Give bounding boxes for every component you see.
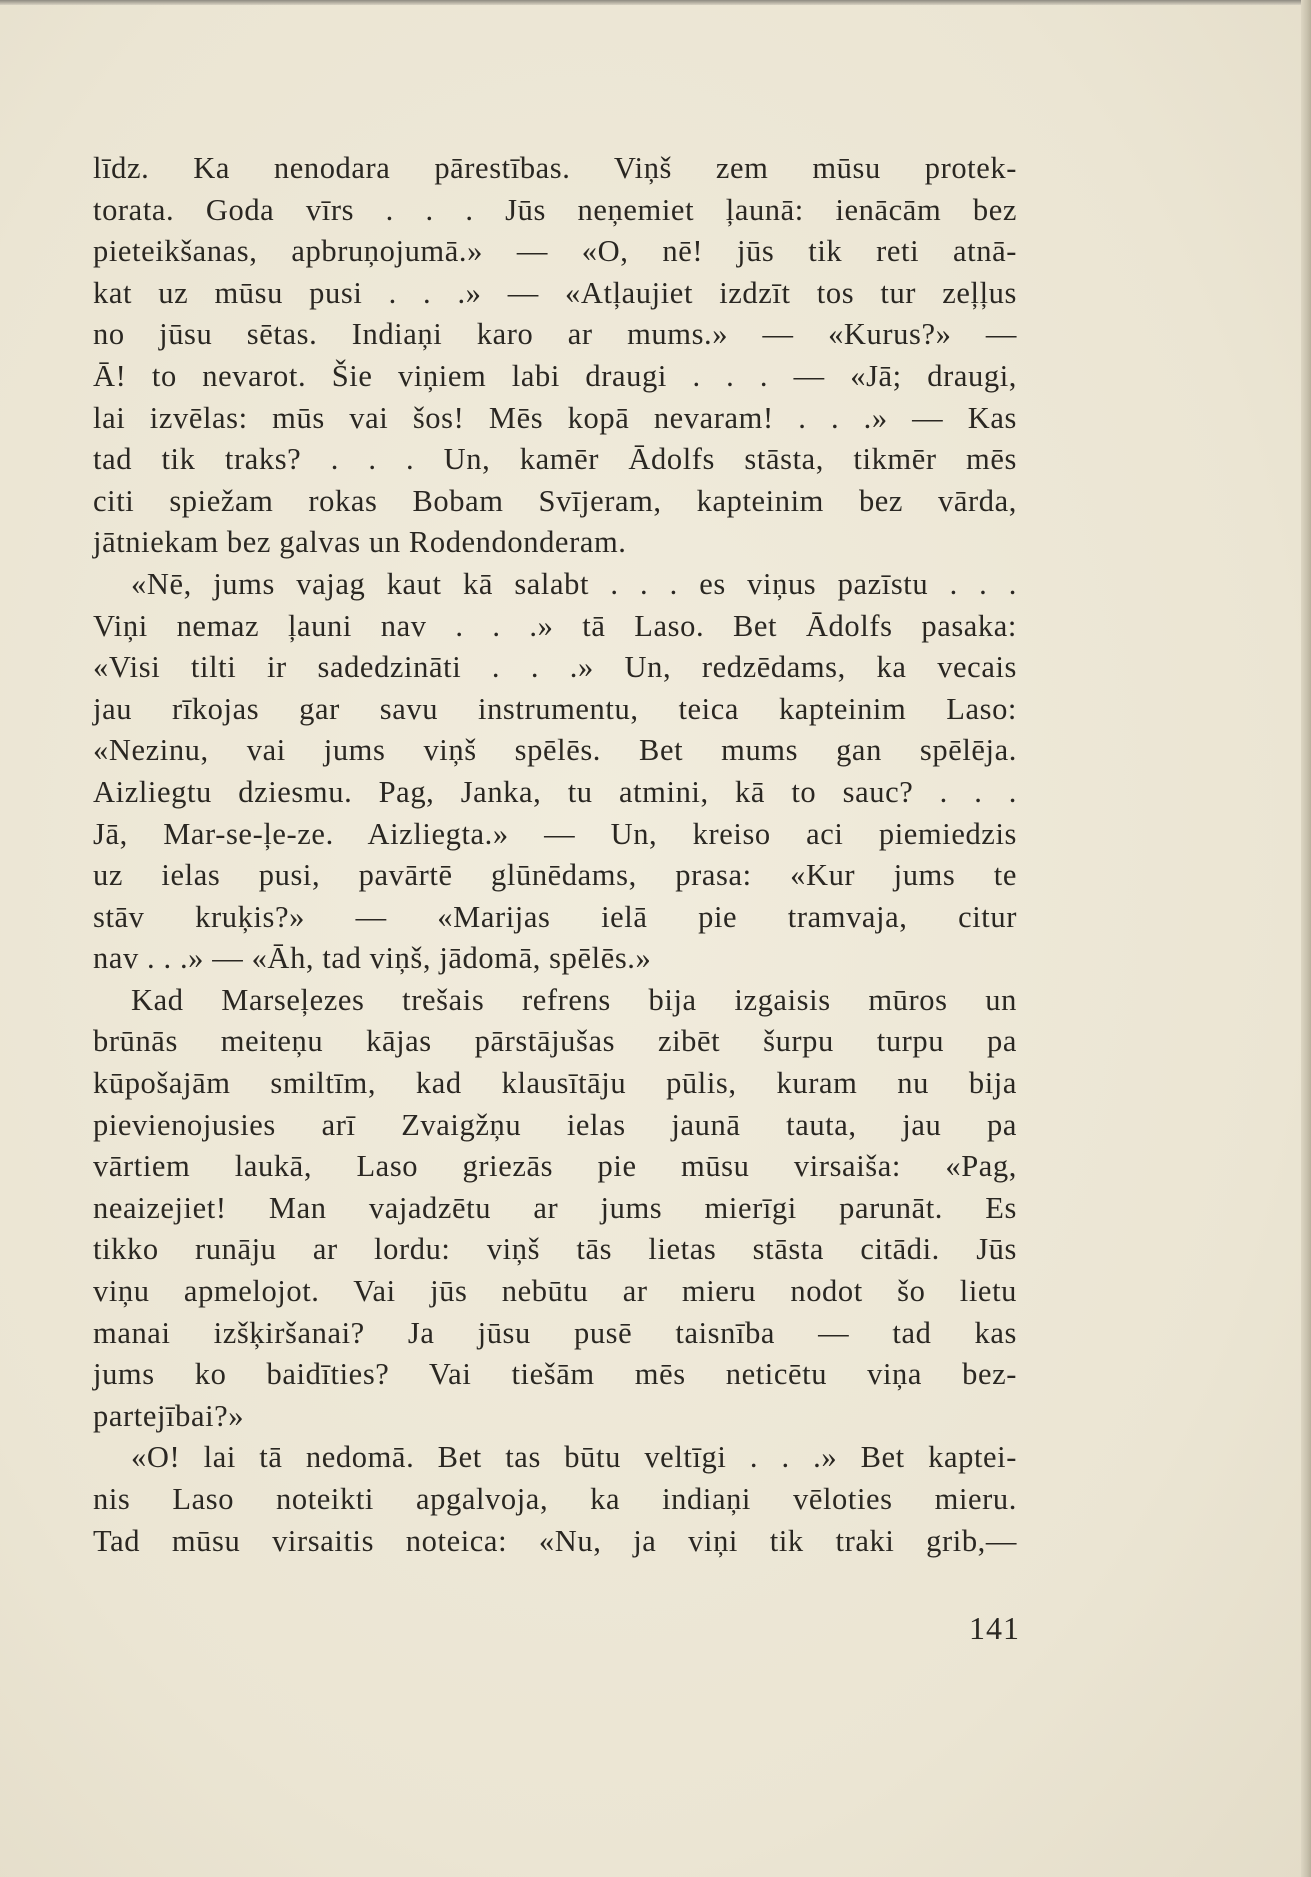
text-line: partejībai?» xyxy=(93,1398,245,1433)
text-line: neaizejiet! Man vajadzētu ar jums mierīgi parunāt. Es xyxy=(93,1190,1017,1225)
text-line: vārtiem laukā, Laso griezās pie mūsu virsaiša: «Pag, xyxy=(93,1149,1017,1184)
text-line: tad tik traks? . . . Un, kamēr Ādolfs stāsta, tikmēr mēs xyxy=(93,442,1017,477)
text-line: «Nē, jums vajag kaut kā salabt . . . es viņus pazīstu . . . xyxy=(131,566,1017,601)
text-line: pievienojusies arī Zvaigžņu ielas jaunā tauta, jau pa xyxy=(93,1107,1017,1142)
text-line: jums ko baidīties? Vai tiešām mēs neticētu viņa bez- xyxy=(93,1357,1017,1392)
text-line: nav . . .» — «Āh, tad viņš, jādomā, spēlēs.» xyxy=(93,941,652,976)
text-line: Kad Marseļezes trešais refrens bija izgaisis mūros un xyxy=(131,982,1017,1017)
page-top-edge xyxy=(0,0,1311,5)
text-line: citi spiežam rokas Bobam Svījeram, kapteinim bez vārda, xyxy=(93,483,1017,518)
body-text xyxy=(93,148,1017,1562)
text-line: jātniekam bez galvas un Rodendonderam. xyxy=(93,525,627,560)
text-line: kūpošajām smiltīm, kad klausītāju pūlis, kuram nu bija xyxy=(93,1066,1017,1101)
text-line: lai izvēlas: mūs vai šos! Mēs kopā nevaram! . . .» — Kas xyxy=(93,400,1017,435)
text-line: uz ielas pusi, pavārtē glūnēdams, prasa: «Kur jums te xyxy=(93,858,1017,893)
text-line: stāv kruķis?» — «Marijas ielā pie tramvaja, citur xyxy=(93,899,1017,934)
text-line: «Visi tilti ir sadedzināti . . .» Un, redzēdams, ka vecais xyxy=(93,650,1017,685)
text-line: Ā! to nevarot. Šie viņiem labi draugi . . . — «Jā; draugi, xyxy=(93,358,1017,393)
page-number: 141 xyxy=(969,1610,1020,1646)
text-line: torata. Goda vīrs . . . Jūs neņemiet ļaunā: ienācām bez xyxy=(93,192,1017,227)
text-line: jau rīkojas gar savu instrumentu, teica kapteinim Laso: xyxy=(93,691,1017,726)
text-line: līdz. Ka nenodara pārestības. Viņš zem mūsu protek- xyxy=(93,151,1017,185)
text-line: «Nezinu, vai jums viņš spēlēs. Bet mums gan spēlēja. xyxy=(93,733,1017,768)
text-line: kat uz mūsu pusi . . .» — «Atļaujiet izdzīt tos tur zeļļus xyxy=(93,275,1017,310)
text-line: Tad mūsu virsaitis noteica: «Nu, ja viņi tik traki grib,— xyxy=(93,1523,1017,1558)
text-line: Aizliegtu dziesmu. Pag, Janka, tu atmini, kā to sauc? . . . xyxy=(93,774,1017,809)
text-line: tikko runāju ar lordu: viņš tās lietas stāsta citādi. Jūs xyxy=(93,1232,1017,1267)
text-line: «O! lai tā nedomā. Bet tas būtu veltīgi . . .» Bet kaptei- xyxy=(131,1440,1017,1475)
page-right-edge xyxy=(1301,0,1311,1877)
text-line: no jūsu sētas. Indiaņi karo ar mums.» — «Kurus?» — xyxy=(93,317,1017,352)
text-line: pieteikšanas, apbruņojumā.» — «O, nē! jūs tik reti atnā- xyxy=(93,234,1017,269)
text-line: Viņi nemaz ļauni nav . . .» tā Laso. Bet Ādolfs pasaka: xyxy=(93,608,1017,643)
text-line: manai izšķiršanai? Ja jūsu pusē taisnība — tad kas xyxy=(93,1315,1017,1350)
text-line: nis Laso noteikti apgalvoja, ka indiaņi vēloties mieru. xyxy=(93,1482,1017,1516)
text-line: brūnās meiteņu kājas pārstājušas zibēt šurpu turpu pa xyxy=(93,1024,1017,1059)
text-line: Jā, Mar-se-ļe-ze. Aizliegta.» — Un, kreiso aci piemiedzis xyxy=(93,816,1017,851)
text-line: viņu apmelojot. Vai jūs nebūtu ar mieru nodot šo lietu xyxy=(93,1274,1017,1309)
